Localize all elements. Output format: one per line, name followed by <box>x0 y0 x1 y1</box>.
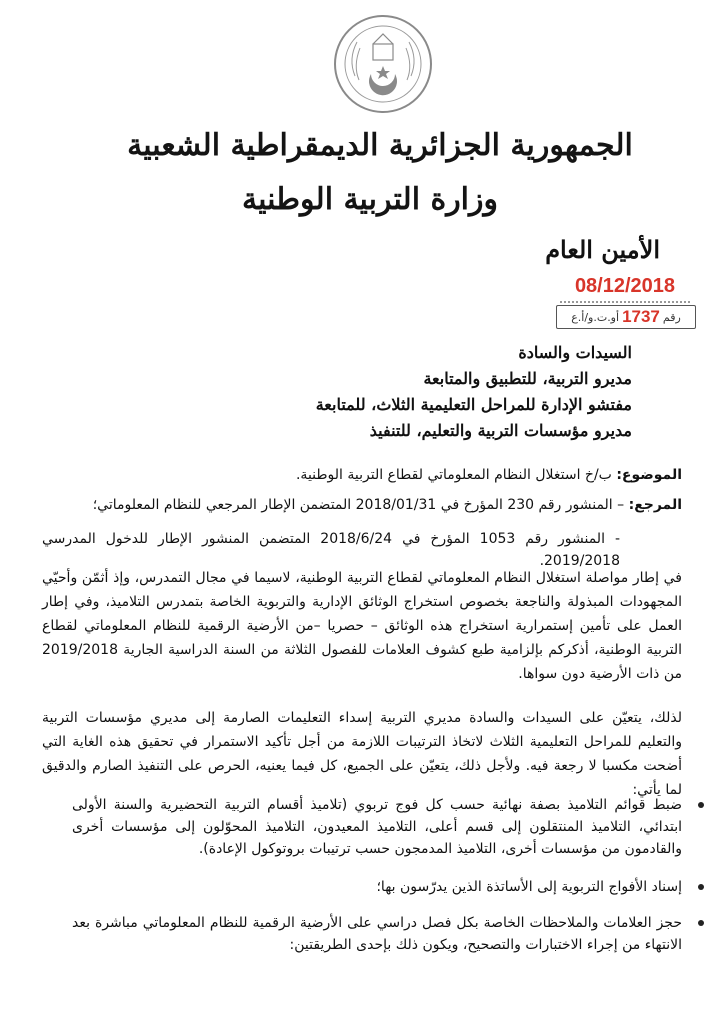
list-item: إسناد الأفواج التربوية إلى الأساتذة الذين يدرّسون بها؛ <box>72 876 682 898</box>
bullet-icon <box>698 884 704 890</box>
recipient-line: مديرو مؤسسات التربية والتعليم، للتنفيذ <box>369 421 632 440</box>
bullet-icon <box>698 802 704 808</box>
recipient-line: السيدات والسادة <box>518 343 632 362</box>
instructions-list <box>72 794 682 972</box>
recipient-line: مديرو التربية، للتطبيق والمتابعة <box>423 369 632 388</box>
subject-line <box>42 464 682 486</box>
subject-text: ب/خ استغلال النظام المعلوماتي لقطاع التربية الوطنية. <box>295 467 617 483</box>
subject-label: الموضوع: <box>616 467 682 483</box>
letter-date: 08/12/2018 <box>560 275 690 303</box>
reference-prefix: رقم <box>662 310 681 324</box>
republic-name: الجمهورية الجزائرية الديمقراطية الشعبية <box>127 128 633 163</box>
recipient-line: مفتشو الإدارة للمراحل التعليمية الثلاث، للمتابعة <box>315 395 632 414</box>
paragraph-1: في إطار مواصلة استغلال النظام المعلوماتي لقطاع التربية الوطنية، لاسيما في مجال التمدرس، وإذ أثمّن وأحيّي المجهودات المبذولة والناجعة بخصوص استخراج الوثائق الإدارية والتربوية الخاصة بتمدرس التلاميذ، وفي إطار العمل على تأمين إستمرارية استخراج هذه الوثائق – حصريا –من الأرضية الرقمية للنظام المعلوماتي لقطاع التربية الوطنية، أذكركم بإلزامية طبع كشوف العلامات للفصول الثلاثة من السنة الدراسية الجارية 2019/2018 من ذات الأرضية دون سواها. <box>42 570 682 682</box>
reference-suffix: أو.ت.و/أ.ع <box>571 310 620 324</box>
reference-label: المرجع: <box>628 497 682 513</box>
paragraph-2: لذلك، يتعيّن على السيدات والسادة مديري التربية إسداء التعليمات الصارمة إلى مديري مؤسسات التربية والتعليم للمراحل التعليمية الثلاث لاتخاذ الترتيبات اللازمة من أجل تأكيد الاستمرار في تحقيق هذه الغاية التي أضحت مكسبا لا رجعة فيه. ولأجل ذلك، يتعيّن على الجميع، كل فيما يعنيه، الحرص على التنفيذ الصارم والدقيق لما يأتي: <box>42 710 682 798</box>
reference-line-2: - المنشور رقم 1053 المؤرخ في 2018/6/24 المتضمن المنشور الإطار للدخول المدرسي 2019/2018. <box>42 531 620 569</box>
state-emblem-seal <box>333 14 433 114</box>
list-item: حجز العلامات والملاحظات الخاصة بكل فصل دراسي على الأرضية الرقمية للنظام المعلوماتي مباشرة بعد الانتهاء من إجراء الاختبارات والتصحيح، ويكون ذلك بإحدى الطريقتين: <box>72 912 682 956</box>
list-item: ضبط قوائم التلاميذ بصفة نهائية حسب كل فوج تربوي (تلاميذ أقسام التربية التحضيرية والسنة الأولى ابتدائي، التلاميذ المنتقلون إلى قسم أعلى، التلاميذ المعيدون، التلاميذ المحوّلون إلى مؤسسات أخرى والقادمون من مؤسسات أخرى، التلاميذ المدمجون حسب ترتيبات بروتوكول الإعادة). <box>72 794 682 860</box>
reference-line-1 <box>42 494 682 516</box>
secretary-general-title: الأمين العام <box>545 235 660 264</box>
recipients-block <box>132 340 632 444</box>
ministry-name: وزارة التربية الوطنية <box>241 182 498 217</box>
reference-number-box <box>556 305 696 329</box>
reference-item-1: – المنشور رقم 230 المؤرخ في 2018/01/31 المتضمن الإطار المرجعي للنظام المعلوماتي؛ <box>92 497 629 513</box>
reference-number: 1737 <box>622 307 660 326</box>
bullet-icon <box>698 920 704 926</box>
